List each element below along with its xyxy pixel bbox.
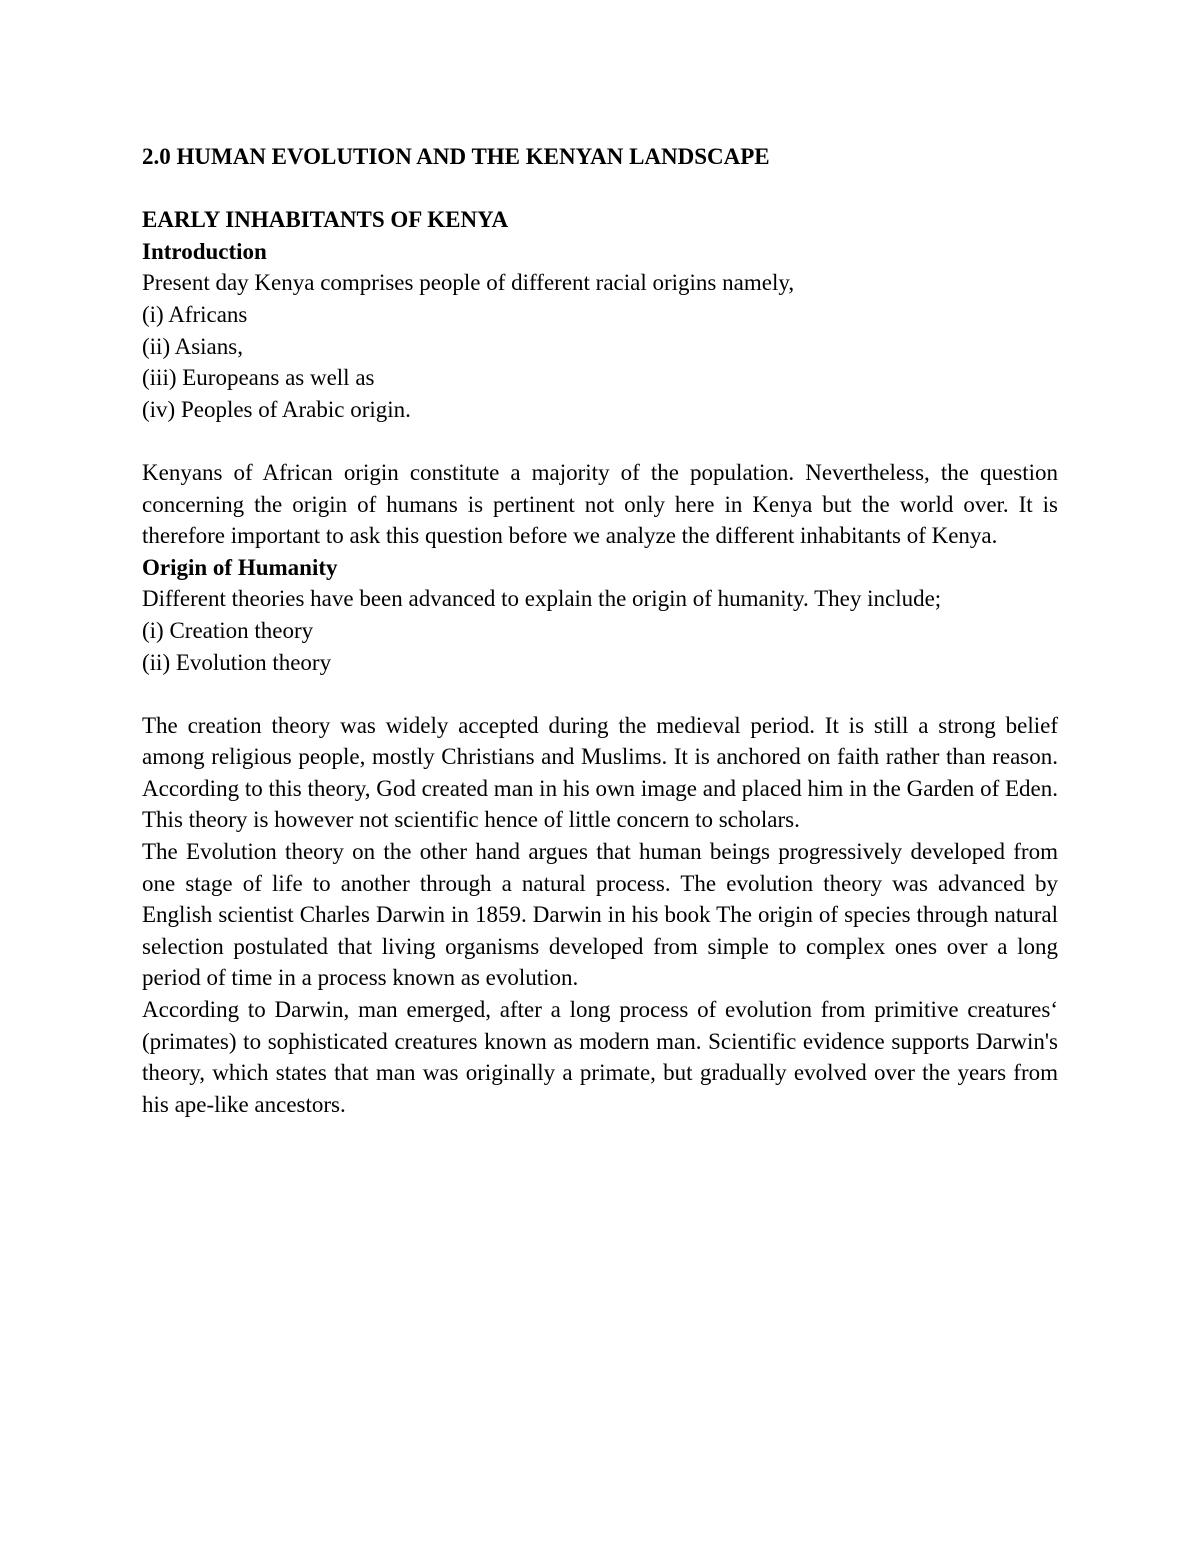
- paragraph-darwin: According to Darwin, man emerged, after a long process of evolution from primitive creatures‘ (primates) to sophisticated creatures known as modern man. Scientific evidence supports Darwin's theory, which states that man was originally a primate, but gradually evolved over the years from his ape-like ancestors.: [142, 997, 1058, 1117]
- theories-intro: Different theories have been advanced to explain the origin of humanity. They include;: [142, 586, 942, 612]
- paragraph-creation-theory: The creation theory was widely accepted during the medieval period. It is still a strong belief among religious people, mostly Christians and Muslims. It is anchored on faith rather than reason. According to this theory, God created man in his own image and placed him in the Garden of Eden. This theory is however not scientific hence of little concern to scholars.: [142, 712, 1058, 833]
- section-heading: EARLY INHABITANTS OF KENYA: [142, 207, 509, 233]
- list-item: (i) Africans: [142, 301, 248, 327]
- racial-origins-list: [142, 299, 1058, 425]
- paragraph-gap: [142, 425, 1058, 457]
- intro-sentence: Present day Kenya comprises people of different racial origins namely,: [142, 270, 795, 296]
- paragraph-kenyans: Kenyans of African origin constitute a majority of the population. Nevertheless, the question concerning the origin of humans is pertinent not only here in Kenya but the world over. It is therefore important to ask this question before we analyze the different inhabitants of Kenya.: [142, 459, 1058, 549]
- introduction-heading: Introduction: [142, 238, 267, 264]
- list-item: (iv) Peoples of Arabic origin.: [142, 396, 411, 422]
- list-item: (i) Creation theory: [142, 617, 314, 643]
- main-heading: 2.0 HUMAN EVOLUTION AND THE KENYAN LANDSCAPE: [142, 144, 770, 169]
- document-body: [142, 141, 1058, 1120]
- list-item: (ii) Asians,: [142, 333, 243, 359]
- theories-list: [142, 615, 1058, 678]
- paragraph-gap: [142, 678, 1058, 710]
- origin-of-humanity-heading: Origin of Humanity: [142, 554, 338, 580]
- list-item: (ii) Evolution theory: [142, 649, 332, 675]
- list-item: (iii) Europeans as well as: [142, 365, 375, 391]
- paragraph-evolution-theory: The Evolution theory on the other hand argues that human beings progressively developed from one stage of life to another through a natural process. The evolution theory was advanced by English scientist Charles Darwin in 1859. Darwin in his book The origin of species through natural selection postulated that living organisms developed from simple to complex ones over a long period of time in a process known as evolution.: [142, 839, 1058, 991]
